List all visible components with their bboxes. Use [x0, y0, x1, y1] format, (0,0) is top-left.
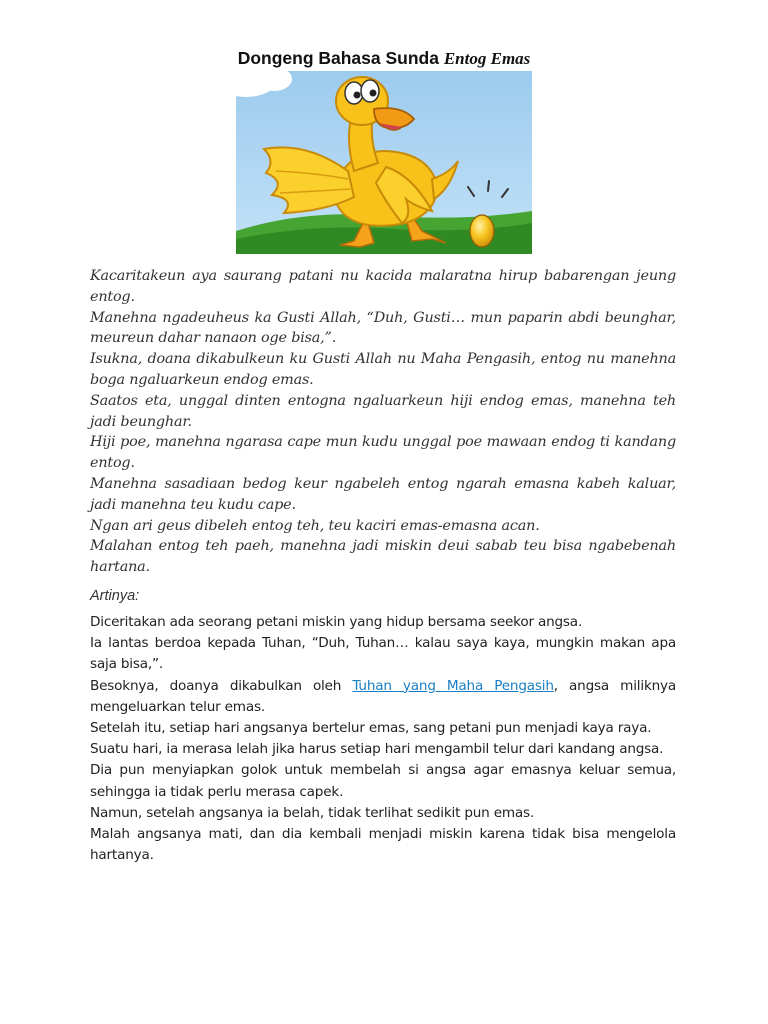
- title-sub: Entog Emas: [443, 49, 531, 68]
- sundanese-story: [90, 266, 676, 578]
- artinya-label: Artinya:: [90, 588, 140, 604]
- indo-text: , angsa miliknya mengeluarkan telur emas.: [90, 677, 677, 715]
- sunda-paragraph: Kacaritakeun aya saurang patani nu kacida malaratna hirup babarengan jeung entog.: [90, 268, 676, 305]
- golden-duck-illustration: [236, 71, 532, 254]
- sunda-paragraph: Hiji poe, manehna ngarasa cape mun kudu unggal poe mawaan endog ti kandang entog.: [90, 434, 676, 472]
- tuhan-link[interactable]: Tuhan yang Maha Pengasih: [352, 677, 554, 694]
- indonesian-translation: [90, 612, 676, 866]
- page-title: [0, 48, 768, 69]
- indo-paragraph: Diceritakan ada seorang petani miskin yang hidup bersama seekor angsa.: [90, 614, 583, 630]
- sunda-paragraph: Ngan ari geus dibeleh entog teh, teu kaciri emas-emasna acan.: [90, 517, 540, 534]
- sunda-paragraph: Malahan entog teh paeh, manehna jadi miskin deui sabab teu bisa ngabebenah hartana.: [90, 538, 676, 576]
- indo-paragraph: Ia lantas berdoa kepada Tuhan, “Duh, Tuhan… kalau saya kaya, mungkin makan apa saja bisa,”.: [90, 635, 676, 673]
- indo-paragraph: Namun, setelah angsanya ia belah, tidak terlihat sedikit pun emas.: [90, 804, 535, 821]
- golden-egg: [470, 215, 494, 247]
- indo-paragraph: [90, 676, 676, 718]
- indo-paragraph: Suatu hari, ia merasa lelah jika harus setiap hari mengambil telur dari kandang angsa.: [90, 741, 664, 758]
- indo-text: Besoknya, doanya dikabulkan oleh: [90, 677, 353, 694]
- sunda-paragraph: Manehna sasadiaan bedog keur ngabeleh entog ngarah emasna kabeh kaluar, jadi manehna teu kudu cape.: [90, 475, 676, 513]
- indo-paragraph: Dia pun menyiapkan golok untuk membelah si angsa agar emasnya keluar semua, sehingga ia tidak perlu merasa capek.: [90, 762, 676, 800]
- indo-paragraph: Setelah itu, setiap hari angsanya bertelur emas, sang petani pun menjadi kaya raya.: [90, 720, 652, 737]
- sunda-paragraph: Isukna, doana dikabulkeun ku Gusti Allah nu Maha Pengasih, entog nu manehna boga ngaluarkeun endog emas.: [90, 351, 676, 388]
- sunda-paragraph: Saatos eta, unggal dinten entogna ngaluarkeun hiji endog emas, manehna teh jadi beunghar.: [90, 392, 676, 430]
- title-main: Dongeng Bahasa Sunda: [237, 48, 439, 68]
- sunda-paragraph: Manehna ngadeuheus ka Gusti Allah, “Duh, Gusti… mun paparin abdi beunghar, meureun dahar nanaon oge bisa,”.: [90, 309, 676, 347]
- indo-paragraph: Malah angsanya mati, dan dia kembali menjadi miskin karena tidak bisa mengelola hartanya.: [90, 826, 676, 864]
